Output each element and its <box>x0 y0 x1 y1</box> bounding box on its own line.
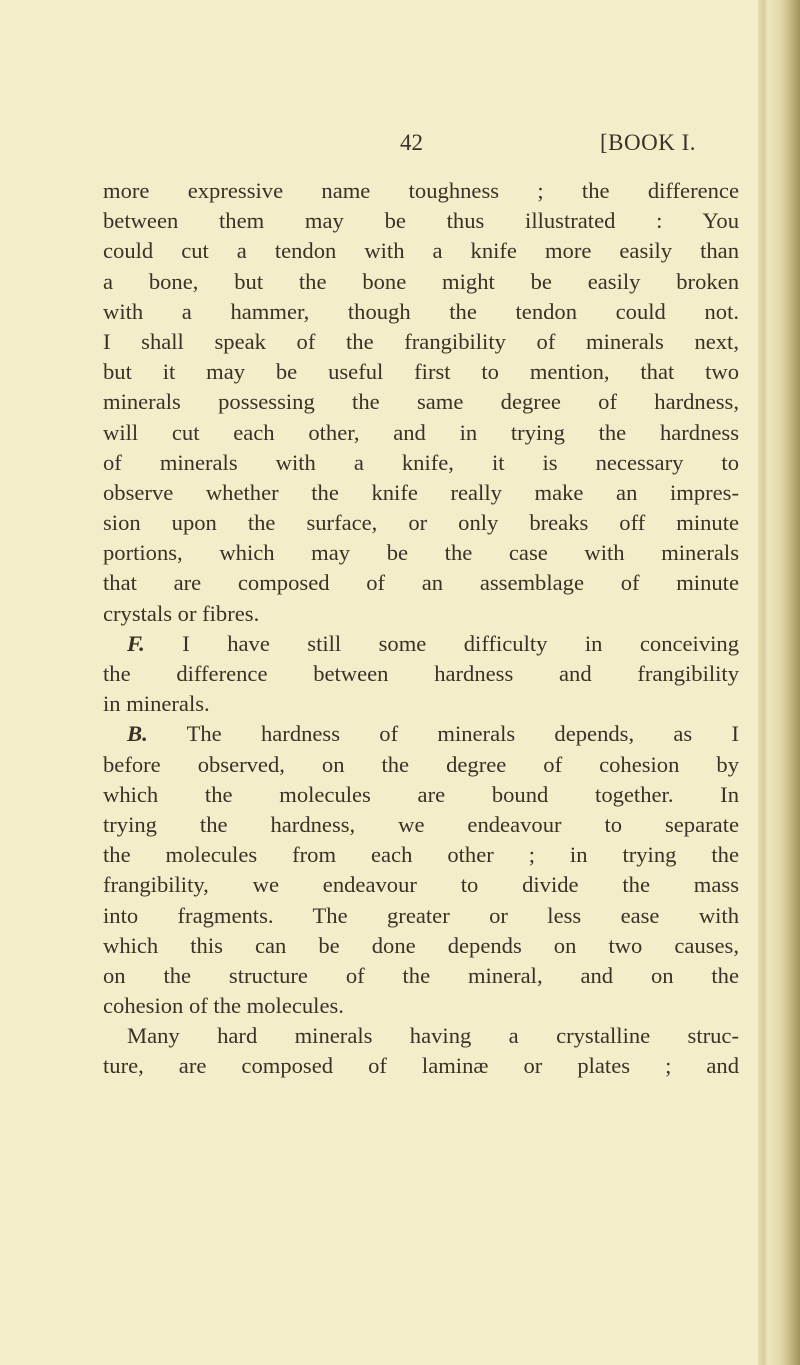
text-line <box>103 901 739 931</box>
line-text: into fragments. The greater or less ease with <box>103 902 739 928</box>
line-text: the molecules from each other ; in trying the <box>103 842 739 868</box>
line-text: a bone, but the bone might be easily broken <box>103 268 739 294</box>
page-header <box>0 130 760 160</box>
text-line <box>103 236 739 266</box>
line-text: which this can be done depends on two causes, <box>103 932 739 958</box>
text-line <box>103 870 739 900</box>
text-line <box>103 1051 739 1081</box>
line-text: which the molecules are bound together. In <box>103 781 739 807</box>
line-text: The hardness of minerals depends, as I <box>147 721 739 747</box>
text-line <box>103 931 739 961</box>
line-text: sion upon the surface, or only breaks off minute <box>103 510 739 536</box>
text-line <box>103 599 739 629</box>
line-text: portions, which may be the case with minerals <box>103 540 739 566</box>
text-line <box>103 810 739 840</box>
line-text: with a hammer, though the tendon could not. <box>103 298 739 324</box>
speaker-label: B. <box>127 721 148 747</box>
line-text: that are composed of an assemblage of minute <box>103 570 739 596</box>
line-text: ture, are composed of laminæ or plates ; and <box>103 1053 739 1079</box>
text-line <box>103 961 739 991</box>
line-text: Many hard minerals having a crystalline struc- <box>127 1023 739 1049</box>
line-text: before observed, on the degree of cohesion by <box>103 751 739 777</box>
line-text: the difference between hardness and frangibility <box>103 661 739 686</box>
speaker-label: F. <box>127 630 145 656</box>
line-text: will cut each other, and in trying the hardness <box>103 419 739 445</box>
text-line <box>103 418 739 448</box>
running-head: [BOOK I. <box>600 130 696 155</box>
text-line <box>103 327 739 357</box>
line-text: observe whether the knife really make an impres- <box>103 479 739 505</box>
text-line <box>103 538 739 568</box>
line-text: but it may be useful first to mention, that two <box>103 359 739 385</box>
text-line <box>103 176 739 206</box>
page-number: 42 <box>400 130 423 155</box>
text-line <box>103 568 739 598</box>
text-line <box>103 991 739 1021</box>
text-line <box>103 659 739 689</box>
text-line <box>103 1021 739 1051</box>
body-text <box>103 176 739 1082</box>
line-text: in minerals. <box>103 691 210 717</box>
text-line <box>103 267 739 297</box>
text-line <box>103 478 739 508</box>
text-line <box>103 840 739 870</box>
page-edge <box>758 0 800 1365</box>
text-line <box>103 629 739 659</box>
text-line <box>103 689 739 719</box>
text-line <box>103 780 739 810</box>
line-text: between them may be thus illustrated : You <box>103 208 739 234</box>
text-line <box>103 206 739 236</box>
line-text: minerals possessing the same degree of hardness, <box>103 389 739 415</box>
line-text: cohesion of the molecules. <box>103 993 344 1019</box>
line-text: on the structure of the mineral, and on the <box>103 962 739 988</box>
text-line <box>103 508 739 538</box>
text-line <box>103 387 739 417</box>
text-line <box>103 297 739 327</box>
text-line <box>103 750 739 780</box>
text-line <box>103 719 739 749</box>
text-line <box>103 357 739 387</box>
line-text: could cut a tendon with a knife more easily than <box>103 238 739 264</box>
line-text: I have still some difficulty in conceiving <box>144 630 739 656</box>
line-text: more expressive name toughness ; the difference <box>103 178 739 203</box>
line-text: of minerals with a knife, it is necessary to <box>103 449 739 475</box>
line-text: frangibility, we endeavour to divide the mass <box>103 872 739 898</box>
text-line <box>103 448 739 478</box>
line-text: trying the hardness, we endeavour to separate <box>103 811 739 837</box>
line-text: crystals or fibres. <box>103 600 260 626</box>
line-text: I shall speak of the frangibility of minerals next, <box>103 328 739 354</box>
